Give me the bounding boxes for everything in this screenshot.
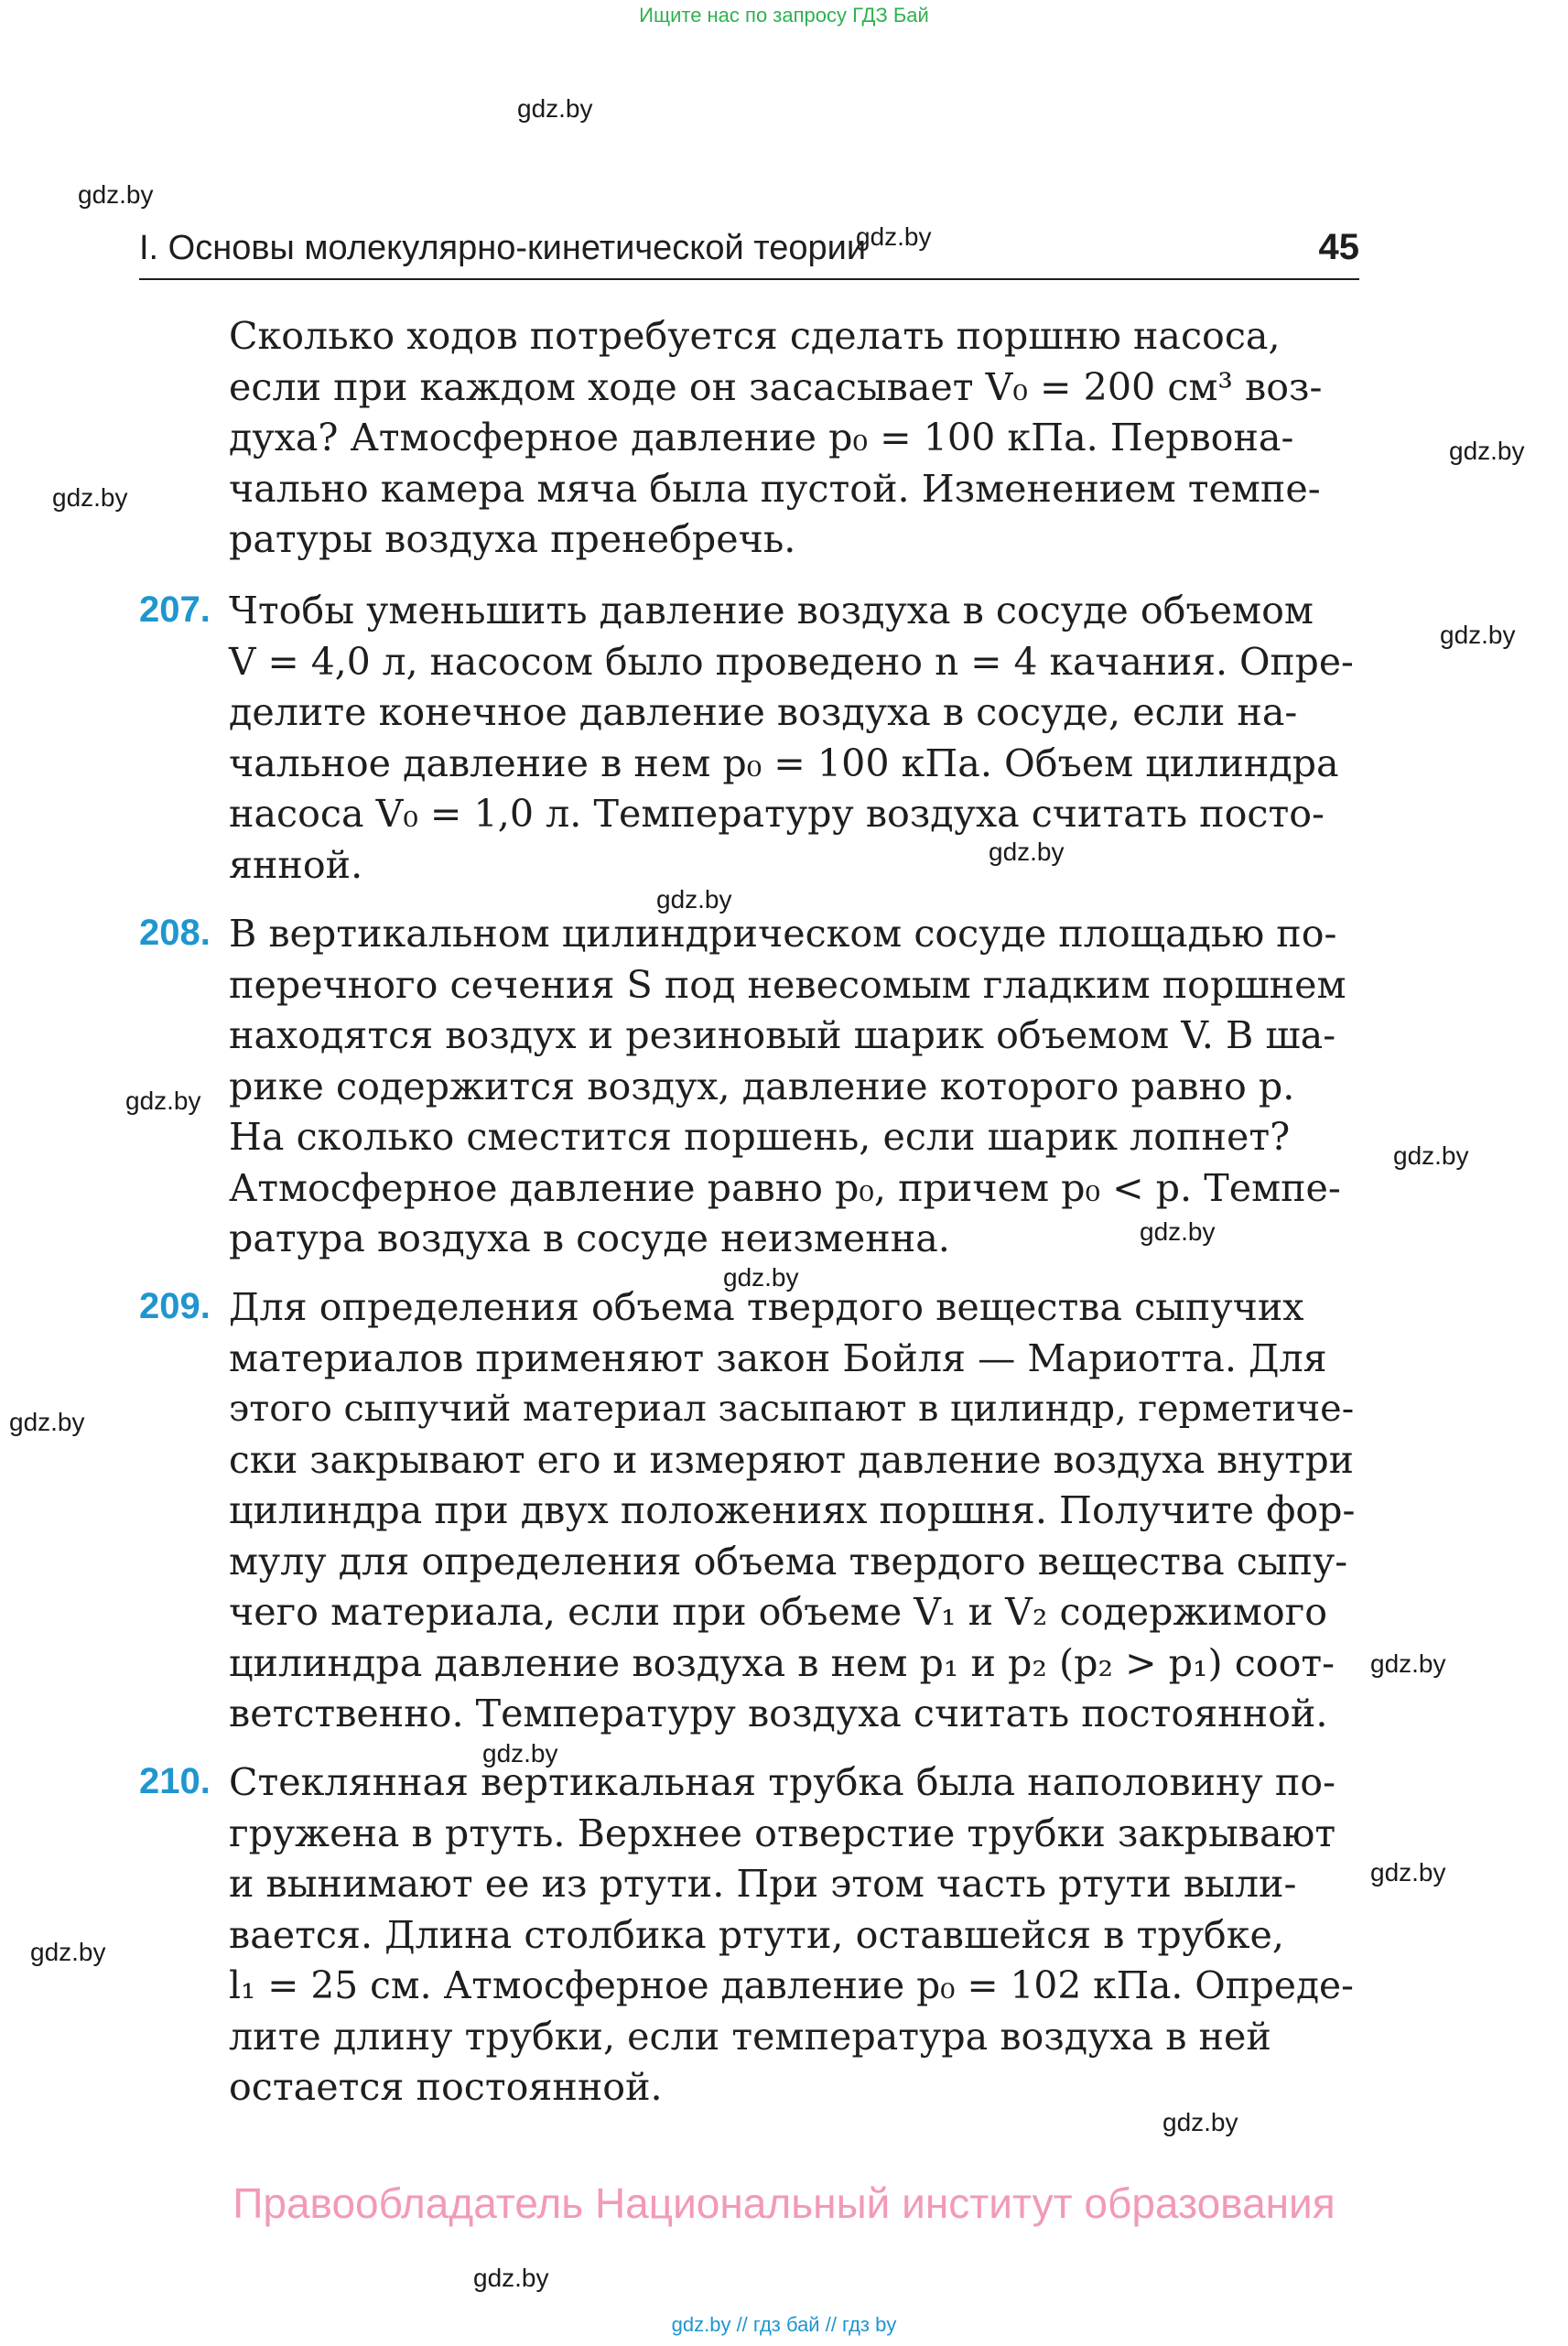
problem-number: 210. bbox=[139, 1761, 211, 1801]
text-line: цилиндра давление воздуха в нем p₁ и p₂ (p₂ > p₁) соот- bbox=[229, 1640, 1336, 1685]
watermark: gdz.by bbox=[1393, 1141, 1469, 1170]
problem-209-text bbox=[229, 1282, 1359, 1740]
text-line: делите конечное давление воздуха в сосуде, если на- bbox=[229, 690, 1298, 734]
text-line: перечного сечения S под невесомым гладким поршнем bbox=[229, 962, 1346, 1007]
text-line: ратуры воздуха пренебречь. bbox=[229, 517, 796, 561]
text-line: цилиндра при двух положениях поршня. Получите фор- bbox=[229, 1488, 1356, 1532]
text-line: ветственно. Температуру воздуха считать постоянной. bbox=[229, 1692, 1328, 1735]
text-line: духа? Атмосферное давление p₀ = 100 кПа. Первона- bbox=[229, 416, 1294, 459]
text-line: и вынимают ее из ртути. При этом часть ртути выли- bbox=[229, 1862, 1297, 1906]
text-line: ски закрывают его и измеряют давление воздуха внутри bbox=[229, 1437, 1354, 1482]
text-line: V = 4,0 л, насосом было проведено n = 4 качания. Опре- bbox=[229, 639, 1354, 684]
text-line: В вертикальном цилиндрическом сосуде площадью по- bbox=[229, 912, 1337, 956]
watermark: gdz.by bbox=[125, 1087, 201, 1115]
watermark: gdz.by bbox=[482, 1739, 558, 1768]
problem-210-text bbox=[229, 1757, 1359, 2114]
watermark: gdz.by bbox=[856, 222, 932, 251]
text-line: ратура воздуха в сосуде неизменна. bbox=[229, 1216, 950, 1260]
text-line: чего материала, если при объеме V₁ и V₂ содержимого bbox=[229, 1590, 1328, 1634]
text-line: рике содержится воздух, давление которого равно p. bbox=[229, 1064, 1295, 1108]
watermark: gdz.by bbox=[473, 2264, 549, 2292]
text-line: Чтобы уменьшить давление воздуха в сосуде объемом bbox=[229, 589, 1314, 632]
page-number: 45 bbox=[1318, 227, 1359, 267]
top-banner: Ищите нас по запросу ГДЗ Бай bbox=[639, 4, 929, 27]
problem-number: 207. bbox=[139, 589, 211, 630]
running-header bbox=[139, 222, 1359, 280]
watermark: gdz.by bbox=[517, 94, 593, 123]
watermark: gdz.by bbox=[989, 838, 1065, 866]
watermark: gdz.by bbox=[723, 1263, 799, 1292]
bottom-links[interactable]: gdz.by // гдз бай // гдз by bbox=[671, 2313, 897, 2336]
copyright-footer: Правообладатель Национальный институт образования bbox=[232, 2179, 1336, 2227]
text-line: лите длину трубки, если температура воздуха в ней bbox=[229, 2014, 1271, 2059]
watermark: gdz.by bbox=[656, 885, 732, 914]
text-line: чальное давление в нем p₀ = 100 кПа. Объем цилиндра bbox=[229, 741, 1339, 785]
problem-208-text bbox=[229, 909, 1359, 1265]
watermark: gdz.by bbox=[1162, 2108, 1238, 2136]
text-line: гружена в ртуть. Верхнее отверстие трубки закрывают bbox=[229, 1811, 1336, 1855]
problem-number: 209. bbox=[139, 1286, 211, 1326]
text-line: остается постоянной. bbox=[229, 2065, 663, 2109]
text-line: янной. bbox=[229, 842, 363, 887]
intro-paragraph bbox=[229, 311, 1359, 566]
text-line: материалов применяют закон Бойля — Мариотта. Для bbox=[229, 1335, 1327, 1380]
text-line: Для определения объема твердого вещества сыпучих bbox=[229, 1285, 1304, 1329]
text-line: чально камера мяча была пустой. Изменением темпе- bbox=[229, 466, 1321, 511]
problem-207-text bbox=[229, 586, 1359, 891]
watermark: gdz.by bbox=[1370, 1858, 1446, 1887]
problem-number: 208. bbox=[139, 913, 211, 953]
text-line: l₁ = 25 см. Атмосферное давление p₀ = 102 кПа. Опреде- bbox=[229, 1963, 1354, 2007]
watermark: gdz.by bbox=[30, 1938, 106, 1966]
watermark: gdz.by bbox=[1440, 621, 1516, 649]
watermark: gdz.by bbox=[1140, 1217, 1216, 1246]
text-line: вается. Длина столбика ртути, оставшейся в трубке, bbox=[229, 1912, 1284, 1957]
text-line: мулу для определения объема твердого вещества сыпу- bbox=[229, 1539, 1348, 1584]
text-line: На сколько сместится поршень, если шарик лопнет? bbox=[229, 1115, 1291, 1159]
text-line: этого сыпучий материал засыпают в цилиндр, герметиче- bbox=[229, 1388, 1355, 1430]
watermark: gdz.by bbox=[78, 180, 154, 209]
text-line: Стеклянная вертикальная трубка была наполовину по- bbox=[229, 1760, 1336, 1804]
watermark: gdz.by bbox=[9, 1408, 85, 1436]
watermark: gdz.by bbox=[52, 483, 128, 512]
watermark: gdz.by bbox=[1370, 1649, 1446, 1678]
watermark: gdz.by bbox=[1449, 437, 1525, 465]
text-line: Сколько ходов потребуется сделать поршню насоса, bbox=[229, 314, 1281, 358]
chapter-title: I. Основы молекулярно-кинетической теории bbox=[139, 229, 867, 267]
text-line: Атмосферное давление равно p₀, причем p₀ < p. Темпе- bbox=[229, 1165, 1341, 1210]
text-line: если при каждом ходе он засасывает V₀ = 200 см³ воз- bbox=[229, 364, 1323, 409]
text-line: насоса V₀ = 1,0 л. Температуру воздуха считать посто- bbox=[229, 792, 1325, 836]
text-line: находятся воздух и резиновый шарик объемом V. В ша- bbox=[229, 1013, 1336, 1057]
